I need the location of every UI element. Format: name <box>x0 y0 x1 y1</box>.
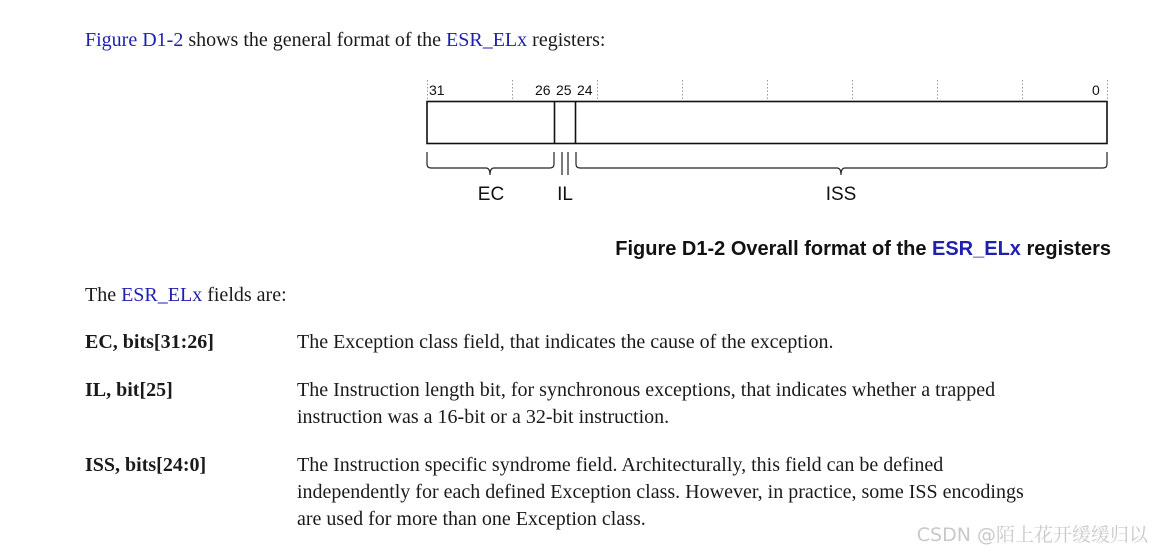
register-link[interactable]: ESR_ELx <box>446 29 528 51</box>
il-marker <box>562 152 568 175</box>
caption-suffix: registers <box>1020 238 1111 260</box>
caption-prefix: Figure D1-2 Overall format of the <box>615 238 932 260</box>
bit-label-0: 0 <box>1092 82 1100 98</box>
description-line: The Instruction specific syndrome field. Architecturally, this field can be defined <box>297 454 944 476</box>
fields-intro <box>85 282 287 308</box>
bit-label-31: 31 <box>429 82 445 98</box>
csdn-watermark: CSDN @陌上花开缓缓归以 <box>916 524 1148 546</box>
description-line: independently for each defined Exception class. However, in practice, some ISS encodings <box>297 481 1024 503</box>
field-description <box>297 377 1117 431</box>
field-name: ISS, bits[24:0] <box>85 454 207 476</box>
register-format-diagram <box>420 76 1120 211</box>
description-line: are used for more than one Exception class. <box>297 508 646 530</box>
field-label-ec: EC <box>477 184 505 205</box>
fields-intro-text-2: fields are: <box>202 284 287 306</box>
figure-caption <box>615 236 1111 262</box>
field-description <box>297 329 1117 356</box>
fields-intro-text-1: The <box>85 284 122 306</box>
figure-link[interactable]: Figure D1-2 <box>85 29 184 51</box>
bit-label-25: 25 <box>556 82 572 98</box>
caption-register-link[interactable]: ESR_ELx <box>932 238 1021 260</box>
field-name: IL, bit[25] <box>85 379 173 401</box>
field-label-il: IL <box>557 184 573 205</box>
bit-label-26: 26 <box>535 82 551 98</box>
iss-brace <box>576 152 1107 175</box>
register-box <box>427 102 1107 144</box>
description-line: The Instruction length bit, for synchronous exceptions, that indicates whether a trapped <box>297 379 996 401</box>
description-line: The Exception class field, that indicates the cause of the exception. <box>297 331 834 353</box>
fields-intro-register-link[interactable]: ESR_ELx <box>121 284 203 306</box>
description-line: instruction was a 16-bit or a 32-bit instruction. <box>297 406 670 428</box>
intro-paragraph <box>85 27 605 53</box>
intro-text-1: shows the general format of the <box>183 29 447 51</box>
bit-tick-marks <box>428 80 1108 101</box>
ec-brace <box>427 152 554 175</box>
field-name: EC, bits[31:26] <box>85 331 214 353</box>
field-label-iss: ISS <box>825 184 857 205</box>
bit-label-24: 24 <box>577 82 593 98</box>
intro-text-2: registers: <box>527 29 606 51</box>
